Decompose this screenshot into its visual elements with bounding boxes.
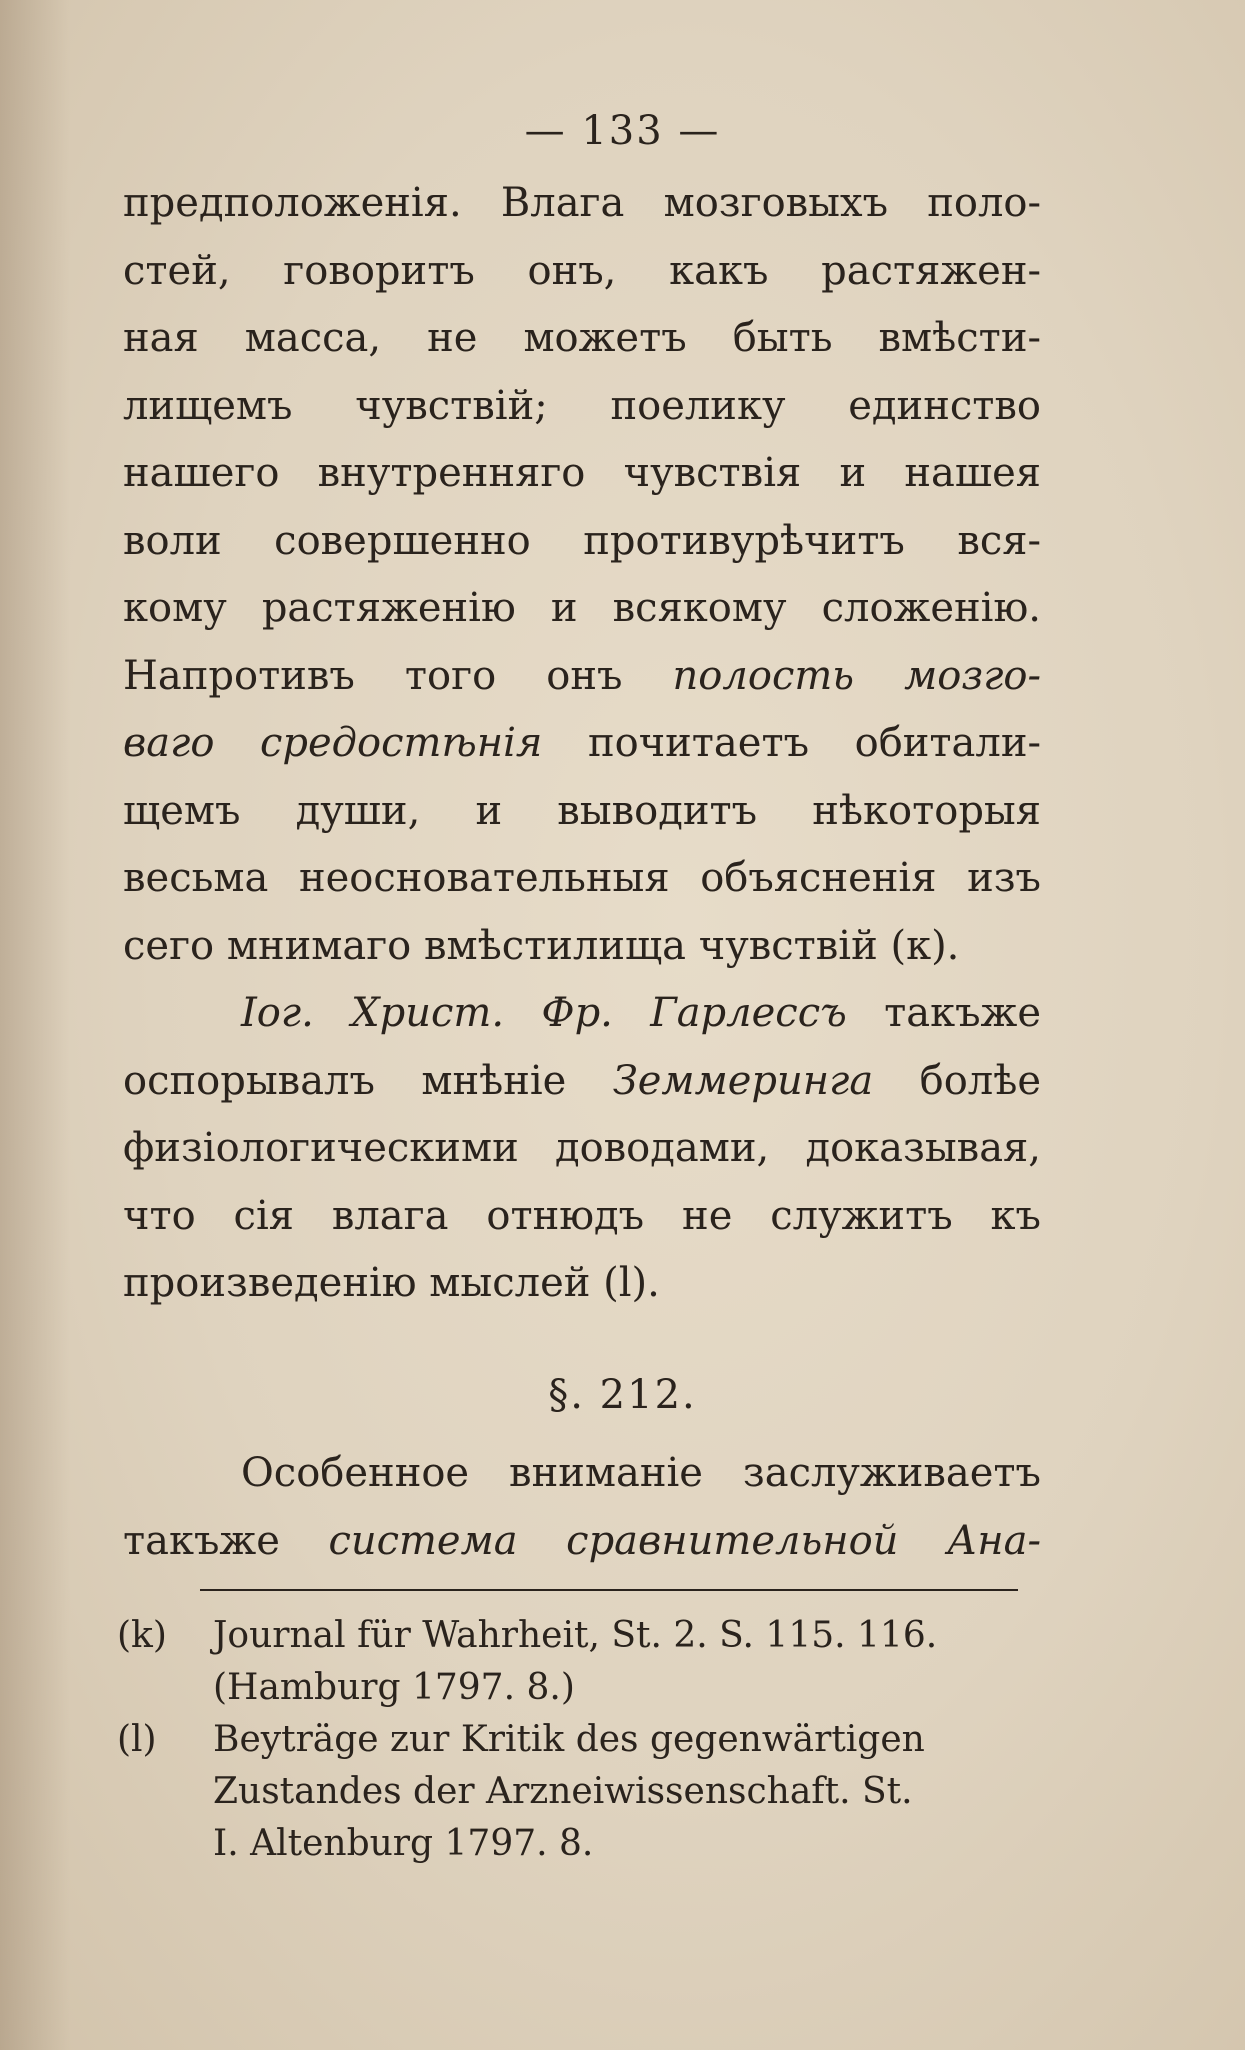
text-line: физіологическими доводами, доказывая, [123,1125,1041,1171]
text-line: оспорывалъ мнѣніе Земмеринга болѣе [123,1057,1041,1104]
text-line: весьма неосновательныя объясненія изъ [123,855,1041,901]
footnote-divider [200,1589,1018,1591]
text-line: Напротивъ того онъ полость мозго- [123,652,1042,699]
footnote-k: (k) Journal für Wahrheit, St. 2. S. 115. 116. [117,1610,1037,1662]
text-line: что сія влага отнюдъ не служитъ къ [123,1192,1041,1239]
text-line: щемъ души, и выводитъ нѣкоторыя [123,787,1041,834]
italic-term: система сравнительной Ана- [328,1517,1041,1564]
section-heading: §. 212. [548,1372,697,1418]
footnote-l-continued: Zustandes der Arzneiwissenschaft. St. [213,1771,913,1812]
text-line: стей, говоритъ онъ, какъ растяжен- [123,247,1041,294]
footnote-l-continued: I. Altenburg 1797. 8. [213,1823,594,1864]
text-line: ная масса, не можетъ быть вмѣсти- [123,315,1041,361]
italic-term: полость мозго- [672,652,1042,699]
text-line: такъже система сравнительной Ана- [123,1517,1041,1564]
text-line: произведенію мыслей (l). [123,1260,660,1306]
section-text [123,1440,1041,1575]
footnote-k-continued: (Hamburg 1797. 8.) [213,1667,575,1708]
text-line: предположенія. Влага мозговыхъ поло- [123,180,1041,226]
footnote-marker: (k) [117,1615,167,1656]
italic-term: Іог. Христ. Фр. Гарлессъ [241,990,847,1036]
main-text [123,170,1041,1318]
footnotes [117,1610,1037,1870]
footnote-marker: (l) [117,1719,157,1760]
text-line: кому растяженію и всякому сложенію. [123,585,1041,631]
text-line: нашего внутренняго чувствія и нашея [123,450,1041,496]
text-line: ваго средостѣнія почитаетъ обитали- [123,720,1041,766]
text-line: лищемъ чувствій; поелику единство [123,382,1041,429]
italic-term: Земмеринга [612,1057,874,1104]
text-line: воли совершенно противурѣчитъ вся- [123,517,1041,564]
text-line: сего мнимаго вмѣстилища чувствій (к). [123,922,960,969]
text-line: Особенное вниманіе заслуживаетъ [241,1450,1041,1496]
text-line: Іог. Христ. Фр. Гарлессъ такъже [241,990,1041,1036]
page-number: — 133 — [524,108,721,154]
italic-term: ваго средостѣнія [123,720,543,766]
footnote-l: (l) Beyträge zur Kritik des gegenwärtigen [117,1714,1037,1766]
